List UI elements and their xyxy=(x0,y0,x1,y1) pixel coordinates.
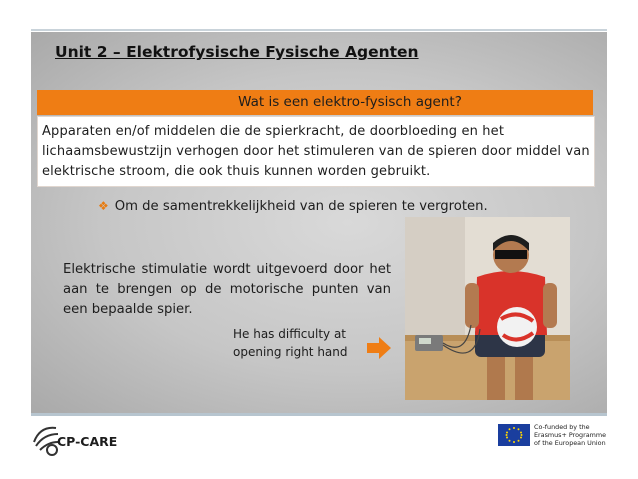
question-bar xyxy=(37,90,593,115)
eu-flag-icon xyxy=(498,424,530,446)
photo-caption-line2: opening right hand xyxy=(233,345,348,359)
eu-cofunded-text xyxy=(534,423,606,447)
eu-line3: of the European Union xyxy=(534,439,606,447)
top-divider xyxy=(31,29,607,31)
slide-title: Unit 2 – Elektrofysische Fysische Agenten xyxy=(55,43,419,61)
bullet-item xyxy=(98,199,488,214)
answer-box: Apparaten en/of middelen die de spierkracht, de doorbloeding en het lichaamsbewustzijn verhogen door het stimuleren van de spieren door middel van elektrische stroom, die ook thuis kunnen worden gebruikt. xyxy=(37,116,595,187)
footer-divider xyxy=(31,413,607,416)
question-text: Wat is een elektro-fysisch agent? xyxy=(238,94,462,110)
diamond-bullet-icon: ❖ xyxy=(98,199,109,213)
photo-caption-line1: He has difficulty at xyxy=(233,327,347,341)
child-with-stimulator-photo xyxy=(405,217,570,400)
eu-line1: Co-funded by the xyxy=(534,423,590,431)
photo-caption xyxy=(233,325,348,361)
stimulation-text: Elektrische stimulatie wordt uitgevoerd door het aan te brengen op de motorische punten van een bepaalde spier. xyxy=(63,262,391,317)
right-arrow-icon xyxy=(367,337,391,359)
bullet-text: Om de samentrekkelijkheid van de spieren te vergroten. xyxy=(114,199,488,214)
eu-line2: Erasmus+ Programme xyxy=(534,431,607,439)
cp-care-logo-text: CP-CARE xyxy=(57,434,118,449)
